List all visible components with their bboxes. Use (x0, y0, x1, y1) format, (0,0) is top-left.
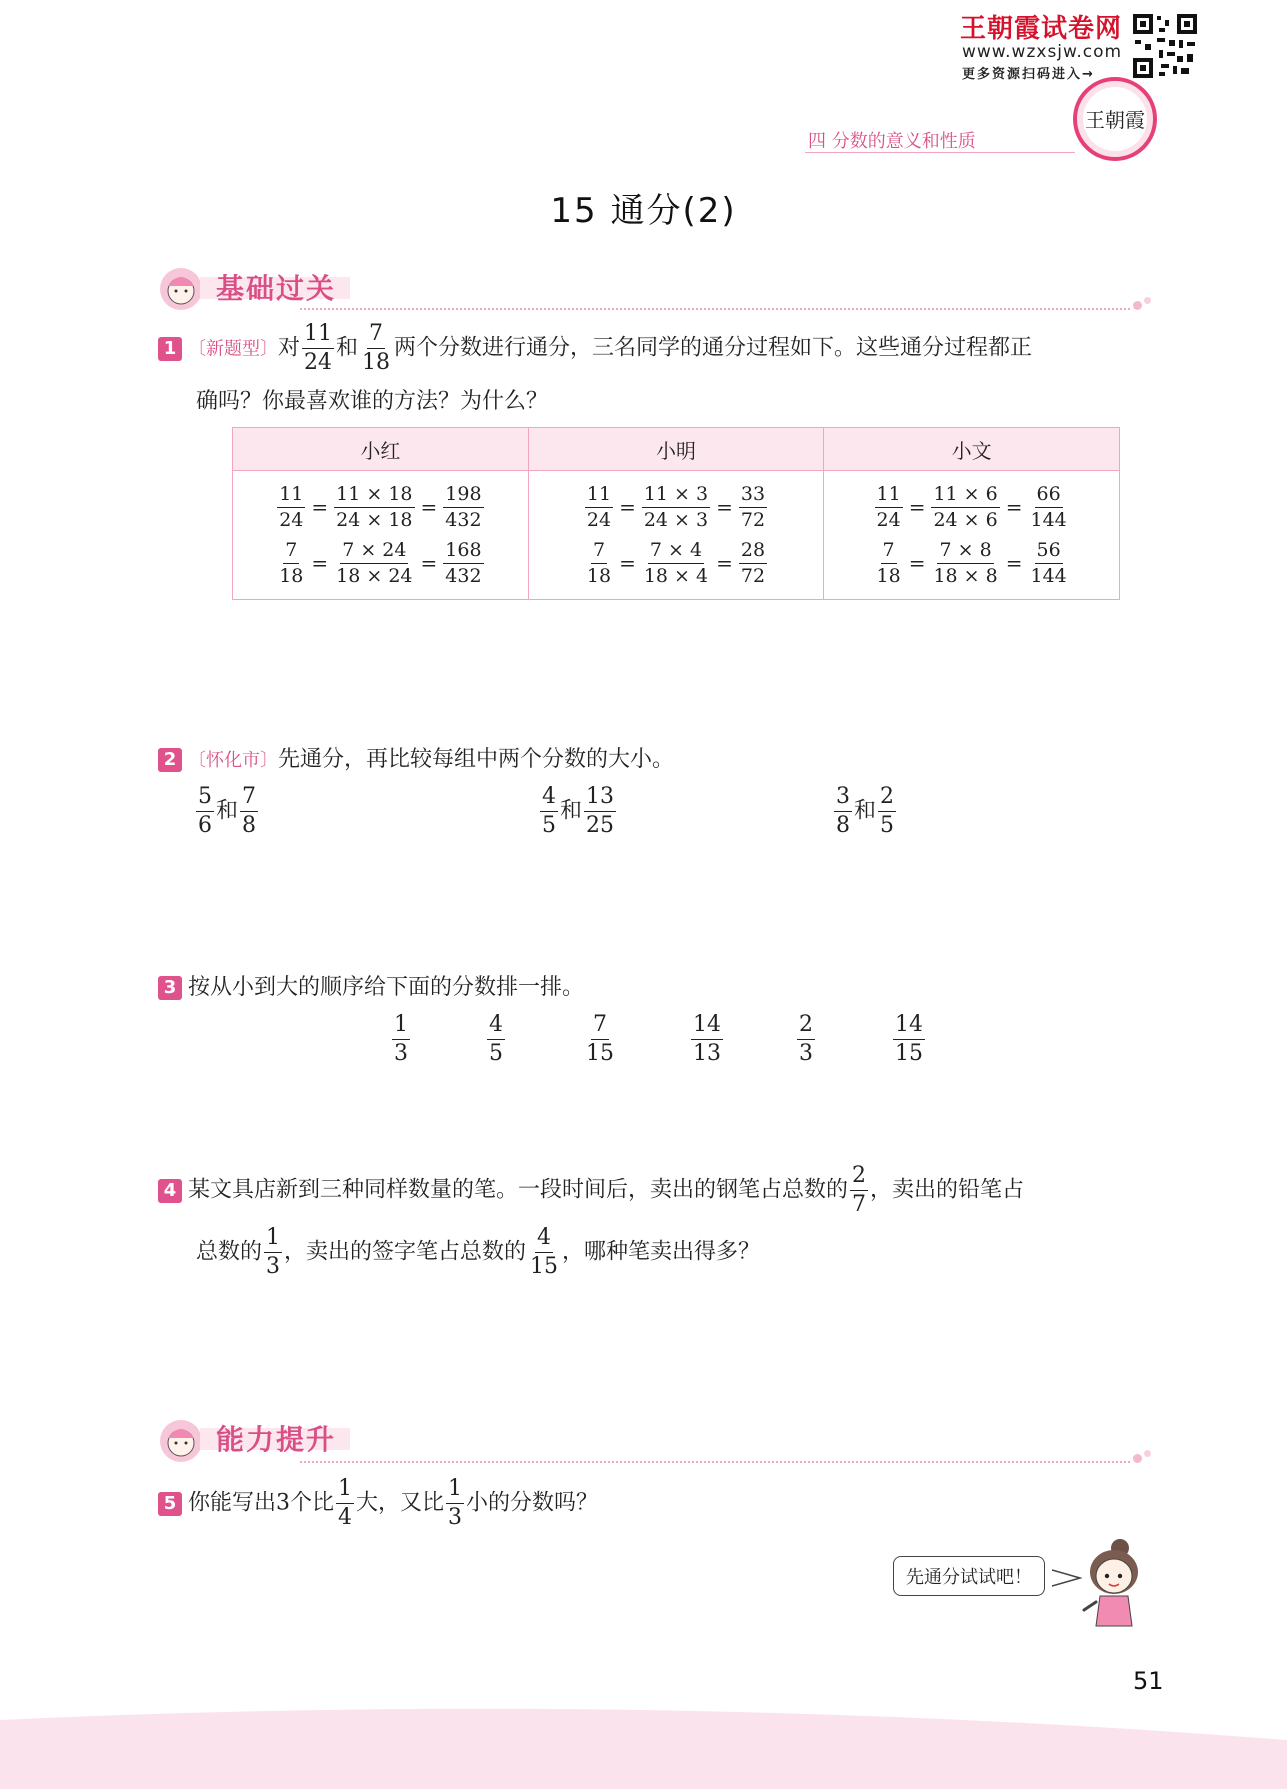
fraction: $\frac{1}{3}$ (448, 1476, 463, 1530)
question-number: 2 (158, 748, 182, 772)
question-text: ，卖出的铅笔占 (870, 1177, 1025, 1203)
compare-pair: $\frac{4}{5}$ 和 $\frac{13}{25}$ (542, 784, 615, 838)
bubble-tail-icon (1052, 1566, 1082, 1590)
fraction-item: $\frac{14}{13}$ (693, 1012, 721, 1066)
brand-name: 王朝霞试卷网 (960, 14, 1123, 44)
methods-table (232, 427, 1120, 600)
question-text: 两个分数进行通分，三名同学的通分过程如下。这些通分过程都正 (394, 335, 1033, 361)
question-text: 小的分数吗？ (466, 1490, 599, 1516)
divider-dot (1144, 297, 1151, 304)
method-cell: $\frac{11}{24}$ = $\frac{11 \times 18}{24 \times 18}$ = $\frac{198}{432}$ $\frac{7}{18}$ = $\frac{7 \times 24}{18 \times 24}$ = $\frac{168}{432}$ (233, 471, 529, 600)
question-4 (158, 1165, 1168, 1216)
compare-pair: $\frac{5}{6}$ 和 $\frac{7}{8}$ (198, 784, 257, 838)
section-title-advanced: 能力提升 (216, 1423, 337, 1456)
section-divider (300, 308, 1130, 310)
question-number: 5 (158, 1492, 182, 1516)
method-cell: $\frac{11}{24}$ = $\frac{11 \times 3}{24 \times 3}$ = $\frac{33}{72}$ $\frac{7}{18}$ = $\frac{7 \times 4}{18 \times 4}$ = $\frac{28}{72}$ (528, 471, 824, 600)
question-text: 对 (278, 335, 301, 361)
chapter-underline (805, 152, 1075, 153)
section-title-basic: 基础过关 (216, 272, 337, 305)
question-1-line2: 确吗？你最喜欢谁的方法？为什么？ (196, 389, 549, 414)
divider-dot (1133, 301, 1142, 310)
question-2 (158, 746, 674, 775)
fraction-item: $\frac{4}{5}$ (489, 1012, 503, 1066)
fraction: $\frac{1}{4}$ (338, 1476, 352, 1530)
footer-band (0, 1700, 1287, 1789)
brand-more: 更多资源扫码进入→ (962, 67, 1095, 82)
brand-url: www.wzxsjw.com (962, 42, 1123, 62)
column-header: 小明 (528, 428, 824, 471)
section-divider (300, 1461, 1130, 1463)
girl-character-icon (1080, 1538, 1152, 1630)
fraction-item: $\frac{1}{3}$ (394, 1012, 408, 1066)
question-text: 按从小到大的顺序给下面的分数排一排。 (188, 975, 585, 1000)
page-title: 15 通分(2) (550, 191, 737, 231)
question-tag: 〔新题型〕 (188, 338, 278, 360)
fraction: $\frac{4}{15}$ (530, 1225, 559, 1279)
question-text: 和 (336, 335, 359, 361)
qr-code-icon[interactable] (1131, 12, 1199, 80)
question-text: 大，又比 (356, 1490, 445, 1516)
fraction: $\frac{1}{3}$ (266, 1225, 281, 1279)
question-number: 1 (158, 337, 182, 361)
divider-dot (1144, 1450, 1151, 1457)
column-header: 小红 (233, 428, 529, 471)
column-header: 小文 (824, 428, 1120, 471)
hint-bubble: 先通分试试吧！ (893, 1556, 1045, 1596)
seal-logo-icon (1072, 76, 1158, 162)
divider-dot (1133, 1454, 1142, 1463)
fraction-item: $\frac{14}{15}$ (895, 1012, 923, 1066)
page-number: 51 (1133, 1667, 1164, 1695)
question-1 (158, 323, 1168, 374)
chapter-label: 四 分数的意义和性质 (808, 131, 976, 152)
question-text: 你能写出3个比 (188, 1490, 334, 1516)
method-cell: $\frac{11}{24}$ = $\frac{11 \times 6}{24 \times 6}$ = $\frac{66}{144}$ $\frac{7}{18}$ = $\frac{7 \times 8}{18 \times 8}$ = $\frac{56}{144}$ (824, 471, 1120, 600)
question-3 (158, 974, 584, 1003)
fraction: $\frac{7}{18}$ (362, 321, 391, 375)
question-number: 4 (158, 1179, 182, 1203)
fraction: $\frac{11}{24}$ (304, 321, 333, 375)
question-5 (158, 1478, 1168, 1529)
question-text: 先通分，再比较每组中两个分数的大小。 (278, 747, 675, 772)
fraction-item: $\frac{2}{3}$ (799, 1012, 813, 1066)
girl-avatar-icon (158, 1418, 204, 1464)
question-4-line2: 总数的 $\frac{1}{3}$ ，卖出的签字笔占总数的 $\frac{4}{15}$ ，哪种笔卖出得多？ (196, 1225, 761, 1279)
fraction-item: $\frac{7}{15}$ (586, 1012, 614, 1066)
svg-text:王朝霞: 王朝霞 (1085, 108, 1145, 132)
compare-pair: $\frac{3}{8}$ 和 $\frac{2}{5}$ (836, 784, 895, 838)
fraction: $\frac{2}{7}$ (852, 1163, 867, 1217)
question-text: 某文具店新到三种同样数量的笔。一段时间后，卖出的钢笔占总数的 (188, 1177, 849, 1203)
question-tag: 〔怀化市〕 (188, 750, 278, 771)
question-number: 3 (158, 976, 182, 1000)
girl-avatar-icon (158, 266, 204, 312)
